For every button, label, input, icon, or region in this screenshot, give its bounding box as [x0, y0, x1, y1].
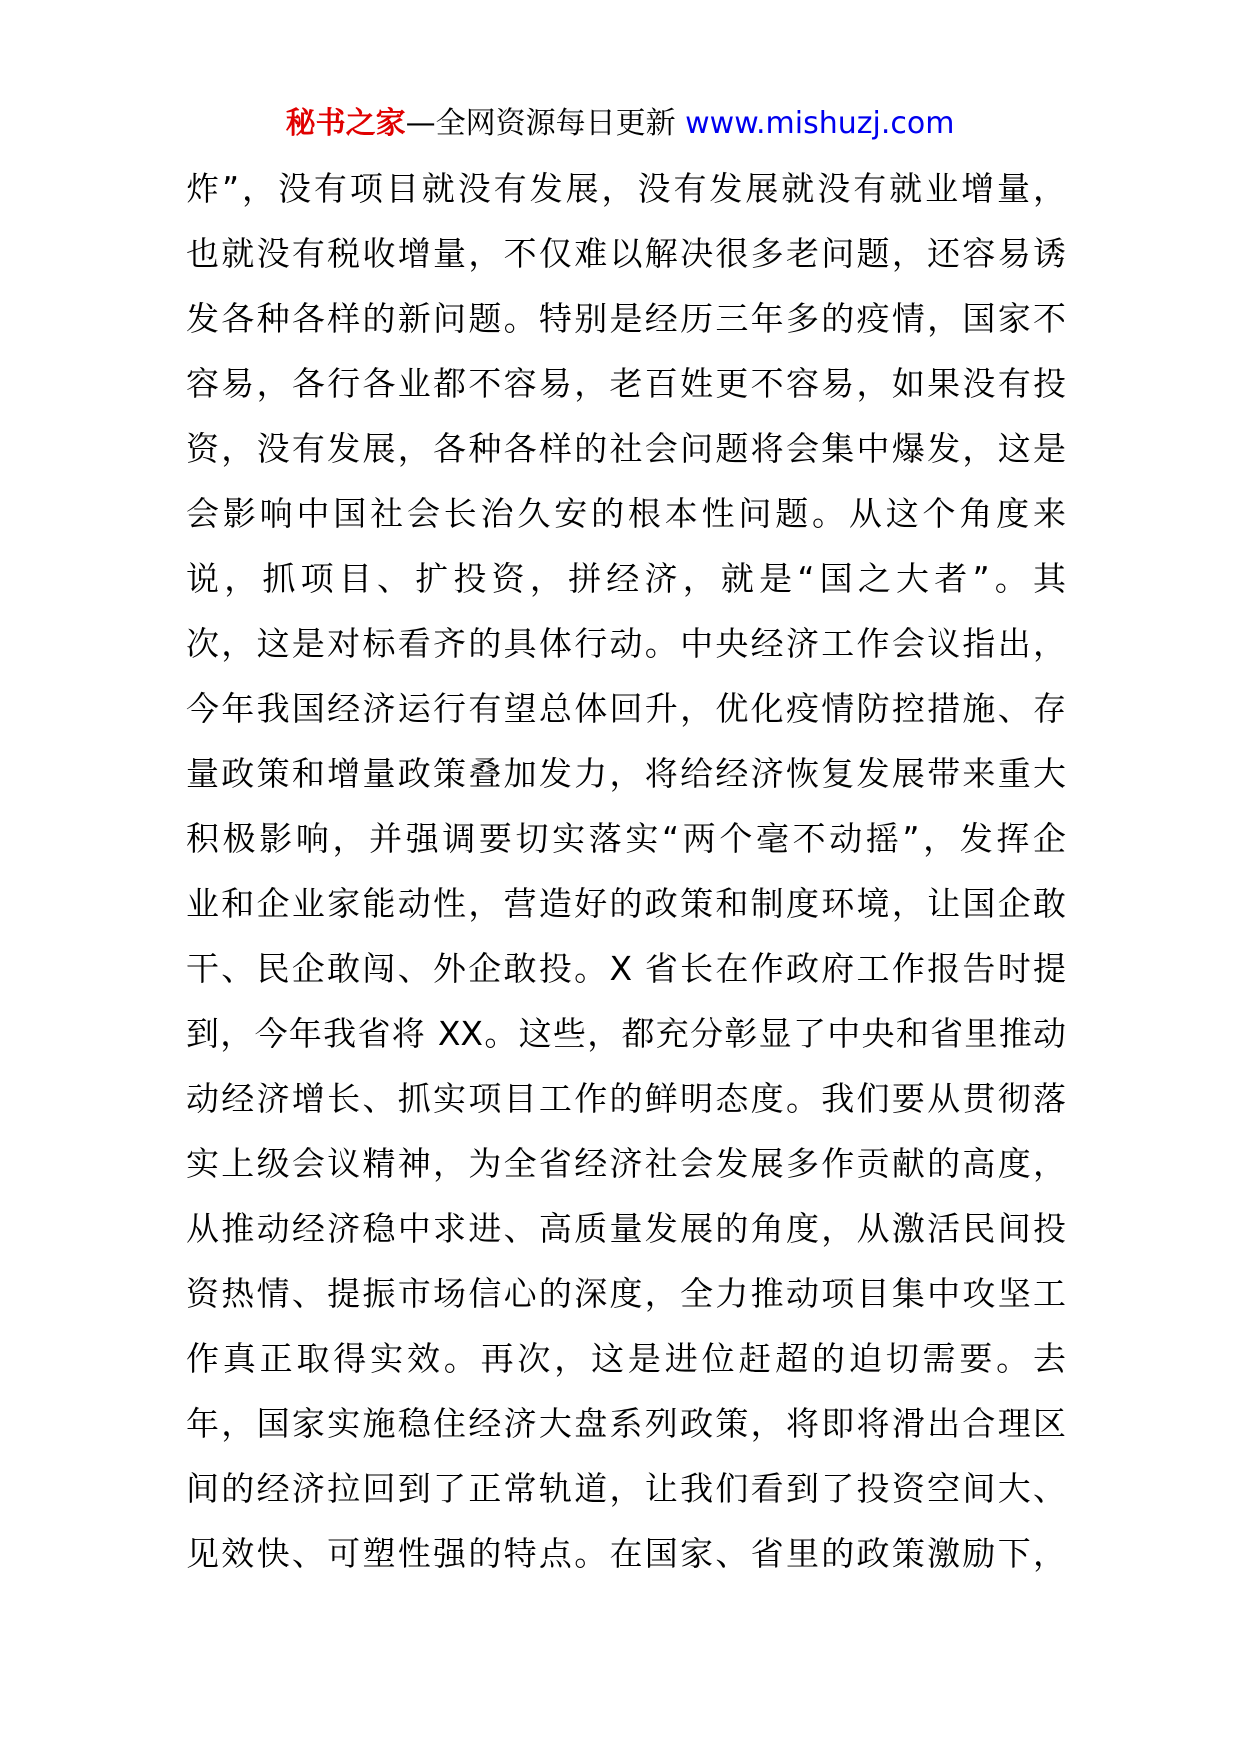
body-line: 次，这是对标看齐的具体行动。中央经济工作会议指出， [186, 624, 1066, 663]
body-line: 积极影响，并强调要切实落实“两个毫不动摇”，发挥企 [186, 819, 1066, 858]
body-line: 作真正取得实效。再次，这是进位赶超的迫切需要。去 [186, 1339, 1066, 1378]
body-line: 动经济增长、抓实项目工作的鲜明态度。我们要从贯彻落 [186, 1079, 1066, 1118]
body-text [186, 156, 1066, 1586]
body-line: 资热情、提振市场信心的深度，全力推动项目集中攻坚工 [186, 1274, 1066, 1313]
body-line: 从推动经济稳中求进、高质量发展的角度，从激活民间投 [186, 1209, 1066, 1248]
body-line: 干、民企敢闯、外企敢投。X 省长在作政府工作报告时提 [186, 949, 1066, 988]
body-line: 今年我国经济运行有望总体回升，优化疫情防控措施、存 [186, 689, 1066, 728]
body-line: 间的经济拉回到了正常轨道，让我们看到了投资空间大、 [186, 1469, 1066, 1508]
body-line: 量政策和增量政策叠加发力，将给经济恢复发展带来重大 [186, 754, 1066, 793]
body-line: 会影响中国社会长治久安的根本性问题。从这个角度来 [186, 494, 1066, 533]
body-line: 年，国家实施稳住经济大盘系列政策，将即将滑出合理区 [186, 1404, 1066, 1443]
body-line: 也就没有税收增量，不仅难以解决很多老问题，还容易诱 [186, 234, 1066, 273]
body-line: 炸”，没有项目就没有发展，没有发展就没有就业增量， [186, 169, 1066, 208]
header-tagline: —全网资源每日更新 [405, 106, 676, 141]
body-line: 资，没有发展，各种各样的社会问题将会集中爆发，这是 [186, 429, 1066, 468]
body-line: 实上级会议精神，为全省经济社会发展多作贡献的高度， [186, 1144, 1066, 1183]
body-line: 见效快、可塑性强的特点。在国家、省里的政策激励下， [186, 1534, 1066, 1573]
body-line: 到，今年我省将 XX。这些，都充分彰显了中央和省里推动 [186, 1014, 1066, 1053]
body-line: 容易，各行各业都不容易，老百姓更不容易，如果没有投 [186, 364, 1066, 403]
header-brand: 秘书之家 [285, 106, 406, 141]
body-line: 发各种各样的新问题。特别是经历三年多的疫情，国家不 [186, 299, 1066, 338]
header-url-link[interactable]: www.mishuzj.com [685, 106, 955, 141]
page-header [0, 102, 1240, 146]
body-line: 说，抓项目、扩投资，拼经济，就是“国之大者”。其 [186, 559, 1066, 598]
body-line: 业和企业家能动性，营造好的政策和制度环境，让国企敢 [186, 884, 1066, 923]
